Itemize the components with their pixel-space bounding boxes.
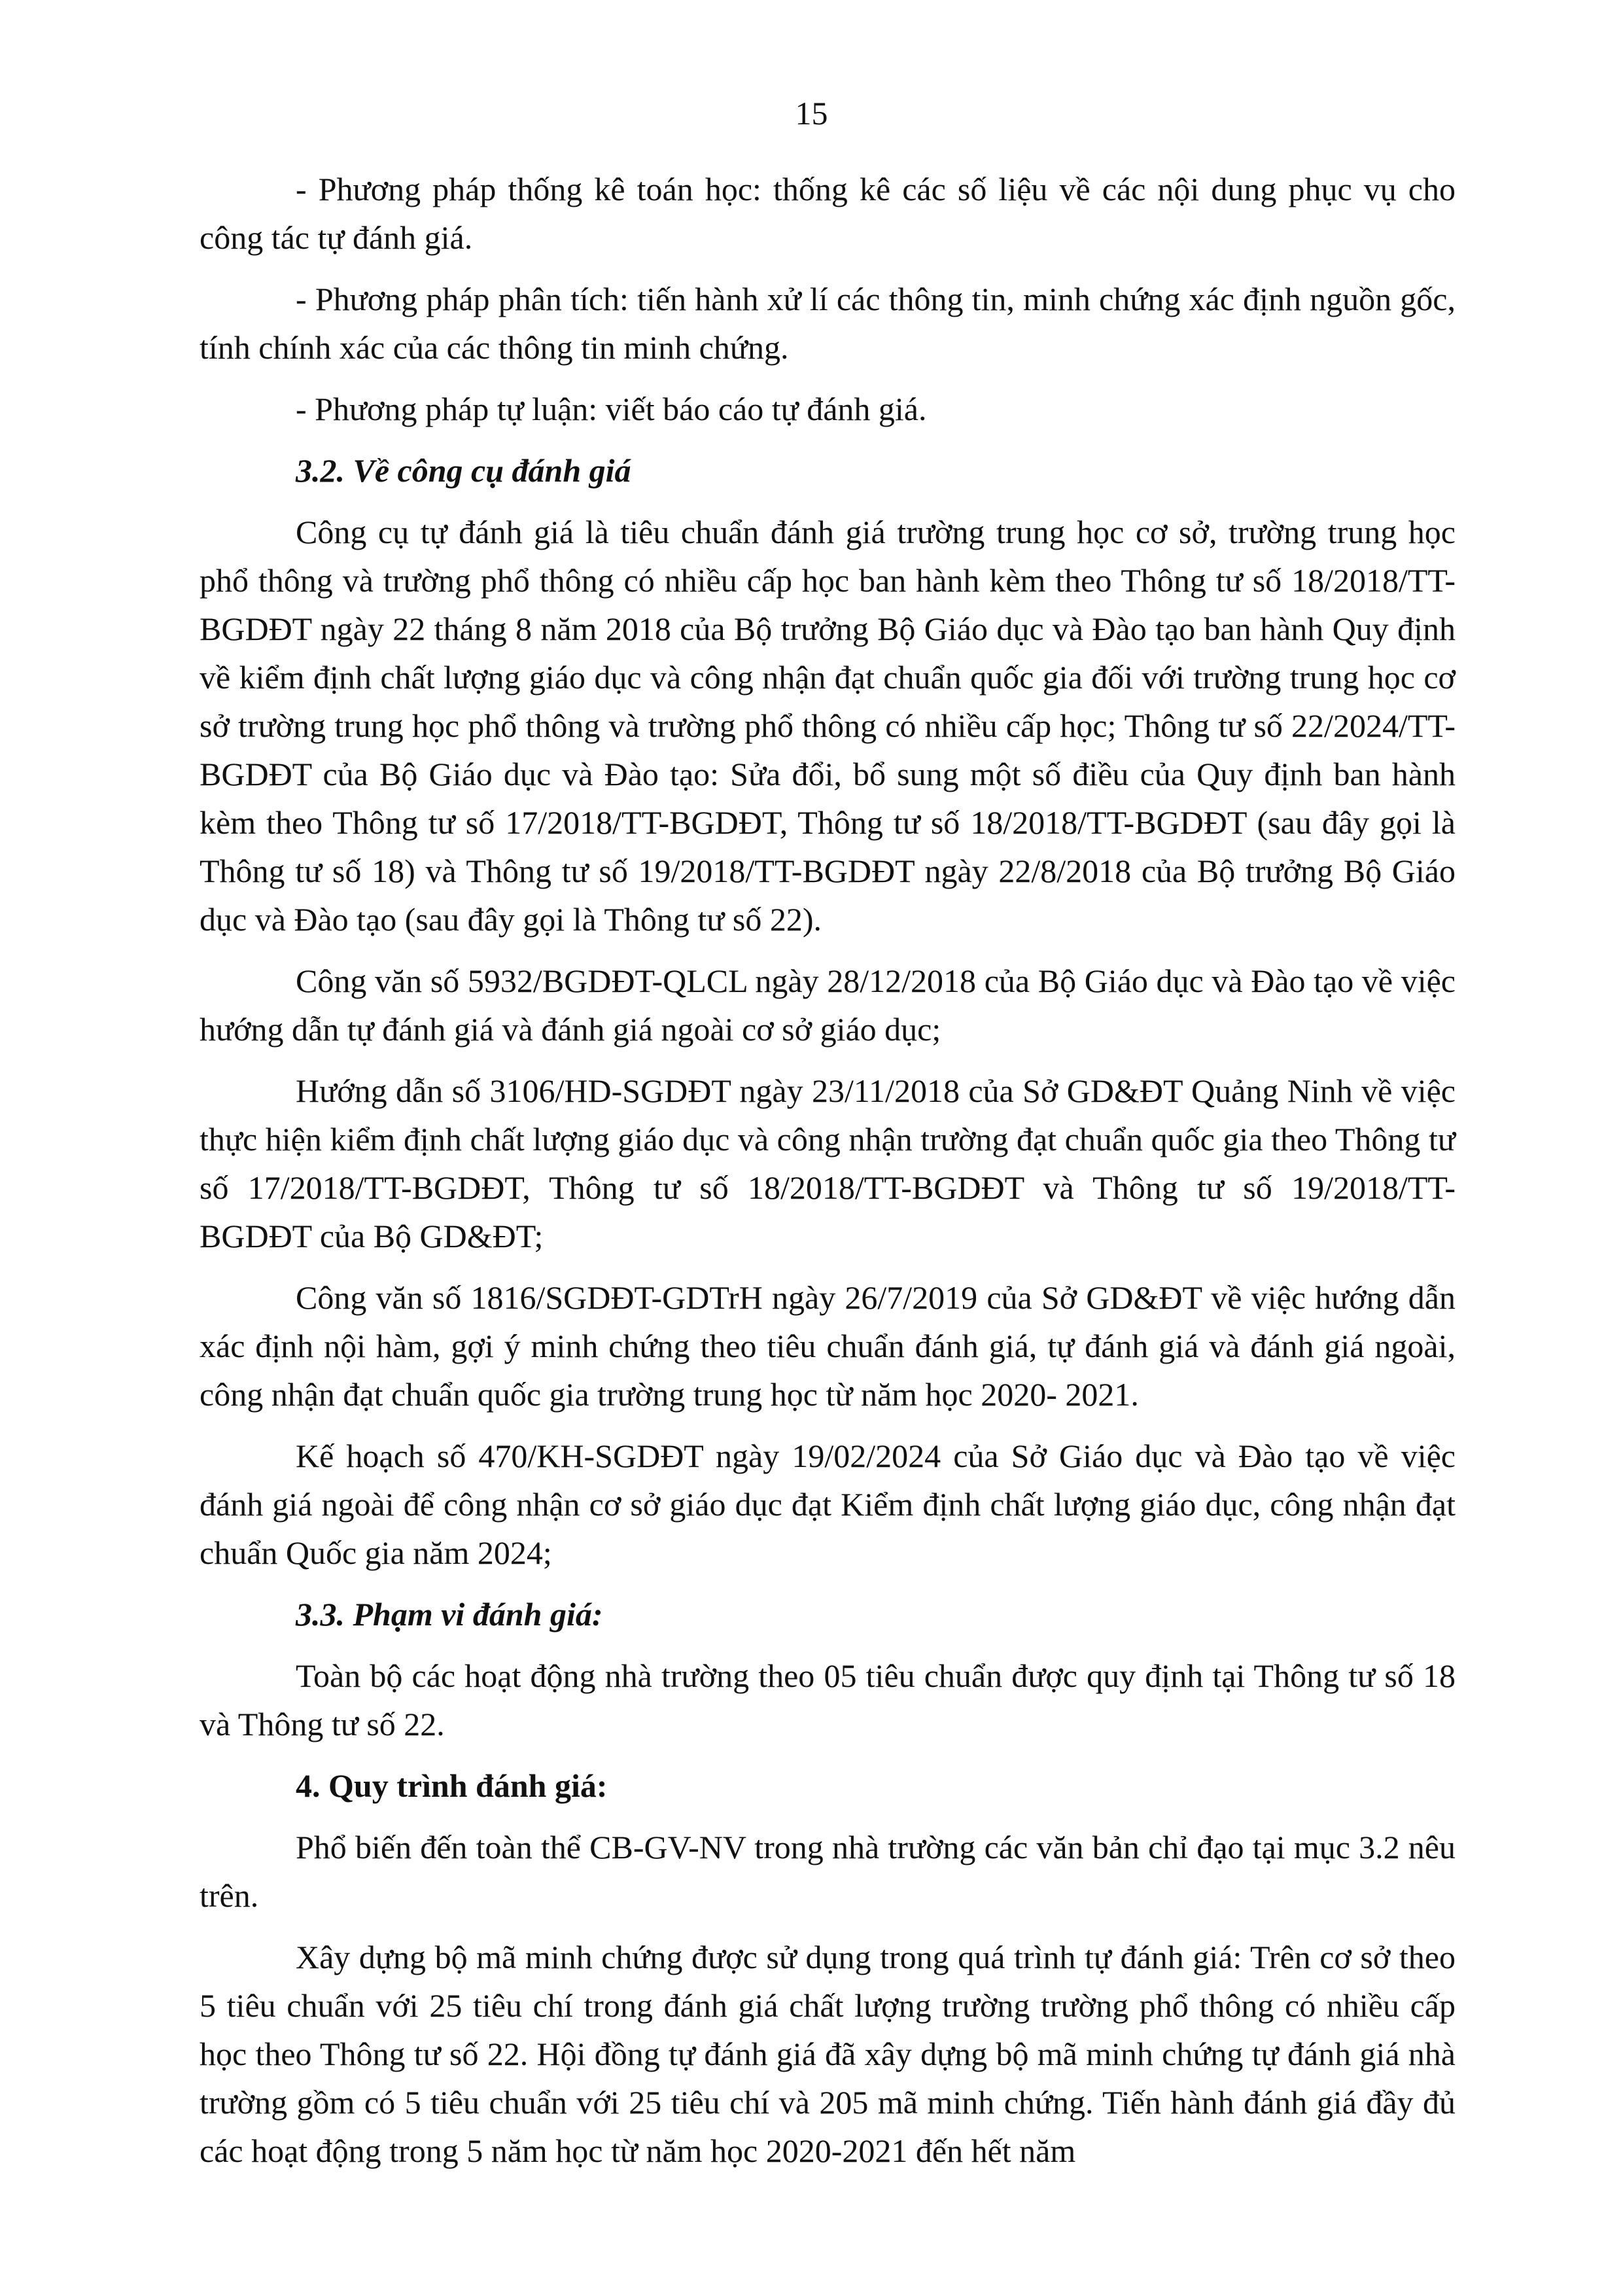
- paragraph-guidance-3106: Hướng dẫn số 3106/HD-SGDĐT ngày 23/11/2018 của Sở GD&ĐT Quảng Ninh về việc thực hiện kiểm định chất lượng giáo dục và công nhận trường đạt chuẩn quốc gia theo Thông tư số 17/2018/TT-BGDĐT, Thông tư số 18/2018/TT-BGDĐT và Thông tư số 19/2018/TT-BGDĐT của Bộ GD&ĐT;: [200, 1072, 1456, 1254]
- page-number: 15: [795, 95, 828, 132]
- section-heading-process: 4. Quy trình đánh giá:: [296, 1767, 608, 1804]
- paragraph-assessment-tools: Công cụ tự đánh giá là tiêu chuẩn đánh giá trường trung học cơ sở, trường trung học phổ thông và trường phổ thông có nhiều cấp học ban hành kèm theo Thông tư số 18/2018/TT-BGDĐT ngày 22 tháng 8 năm 2018 của Bộ trưởng Bộ Giáo dục và Đào tạo ban hành Quy định về kiểm định chất lượng giáo dục và công nhận đạt chuẩn quốc gia đối với trường trung học cơ sở trường trung học phổ thông và trường phổ thông có nhiều cấp học; Thông tư số 22/2024/TT-BGDĐT của Bộ Giáo dục và Đào tạo: Sửa đổi, bổ sung một số điều của Quy định ban hành kèm theo Thông tư số 17/2018/TT-BGDĐT, Thông tư số 18/2018/TT-BGDĐT (sau đây gọi là Thông tư số 18) và Thông tư số 19/2018/TT-BGDĐT ngày 22/8/2018 của Bộ trưởng Bộ Giáo dục và Đào tạo (sau đây gọi là Thông tư số 22).: [200, 514, 1456, 938]
- paragraph-analysis-method: - Phương pháp phân tích: tiến hành xử lí các thông tin, minh chứng xác định nguồn gốc, tính chính xác của các thông tin minh chứng.: [200, 281, 1456, 366]
- paragraph-scope: Toàn bộ các hoạt động nhà trường theo 05 tiêu chuẩn được quy định tại Thông tư số 18 và Thông tư số 22.: [200, 1657, 1456, 1742]
- paragraph-plan-470: Kế hoạch số 470/KH-SGDĐT ngày 19/02/2024 của Sở Giáo dục và Đào tạo về việc đánh giá ngoài để công nhận cơ sở giáo dục đạt Kiểm định chất lượng giáo dục, công nhận đạt chuẩn Quốc gia năm 2024;: [200, 1438, 1456, 1571]
- paragraph-evidence-codes: Xây dựng bộ mã minh chứng được sử dụng trong quá trình tự đánh giá: Trên cơ sở theo 5 tiêu chuẩn với 25 tiêu chí trong đánh giá chất lượng trường trường phổ thông có nhiều cấp học theo Thông tư số 22. Hội đồng tự đánh giá đã xây dựng bộ mã minh chứng tự đánh giá nhà trường gồm có 5 tiêu chuẩn với 25 tiêu chí và 205 mã minh chứng. Tiến hành đánh giá đầy đủ các hoạt động trong 5 năm học từ năm học 2020-2021 đến hết năm: [200, 1939, 1456, 2169]
- section-heading-scope: 3.3. Phạm vi đánh giá:: [296, 1596, 603, 1633]
- document-body: [200, 165, 1456, 2188]
- paragraph-statistics-method: - Phương pháp thống kê toán học: thống kê các số liệu về các nội dung phục vụ cho công tác tự đánh giá.: [200, 171, 1456, 256]
- paragraph-dissemination: Phổ biến đến toàn thể CB-GV-NV trong nhà trường các văn bản chỉ đạo tại mục 3.2 nêu trên.: [200, 1829, 1456, 1914]
- section-heading-assessment-tools: 3.2. Về công cụ đánh giá: [296, 452, 631, 489]
- paragraph-official-letter-5932: Công văn số 5932/BGDĐT-QLCL ngày 28/12/2018 của Bộ Giáo dục và Đào tạo về việc hướng dẫn tự đánh giá và đánh giá ngoài cơ sở giáo dục;: [200, 963, 1456, 1048]
- paragraph-essay-method: - Phương pháp tự luận: viết báo cáo tự đánh giá.: [296, 391, 927, 427]
- paragraph-official-letter-1816: Công văn số 1816/SGDĐT-GDTrH ngày 26/7/2019 của Sở GD&ĐT về việc hướng dẫn xác định nội hàm, gợi ý minh chứng theo tiêu chuẩn đánh giá, tự đánh giá và đánh giá ngoài, công nhận đạt chuẩn quốc gia trường trung học từ năm học 2020- 2021.: [200, 1279, 1456, 1413]
